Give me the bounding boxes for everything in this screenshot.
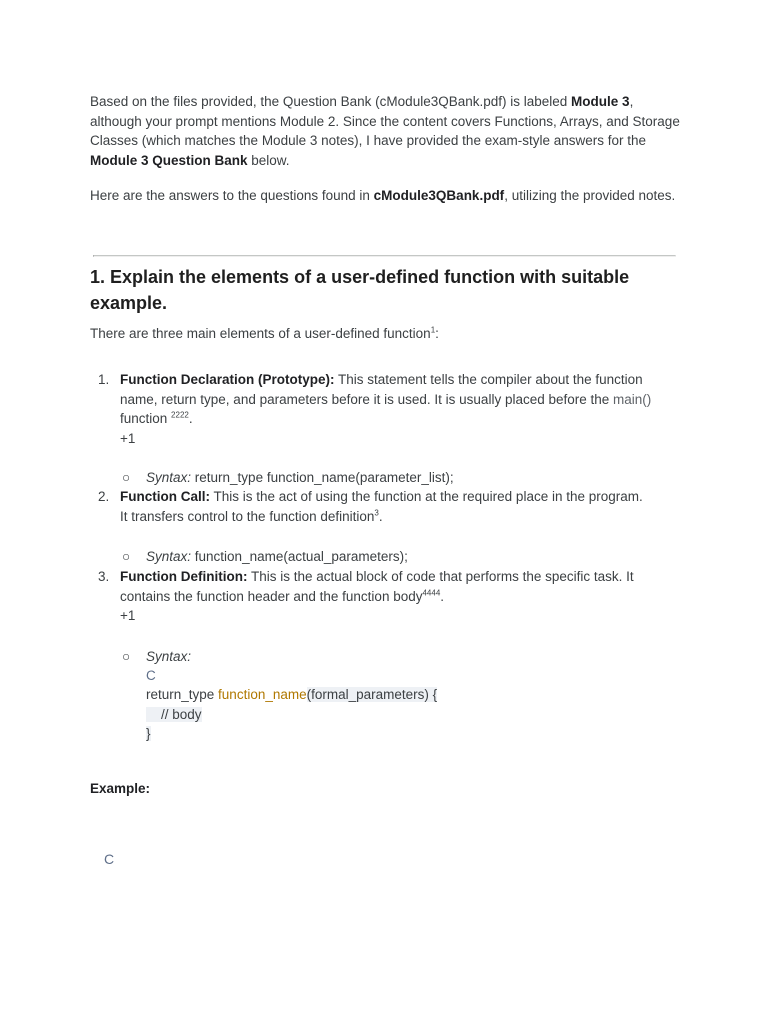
- intro-paragraph: Based on the files provided, the Question Bank (cModule3QBank.pdf) is labeled Module 3, although your prompt mentions Module 2. Since the content covers Functions, Arrays, and Storage Classes (which matches the Module 3 notes), I have provided the exam-style answers for the Module 3 Question Bank below.: [90, 94, 680, 168]
- answers-paragraph: Here are the answers to the questions found in cModule3QBank.pdf, utilizing the provided notes.: [90, 188, 676, 203]
- circle-bullet-icon: ○: [122, 649, 131, 664]
- code-line-body: // body: [146, 707, 202, 722]
- syntax-definition-label: Syntax:: [146, 649, 192, 664]
- inline-code-main: main(): [613, 391, 652, 407]
- section-divider: [93, 255, 676, 257]
- code-language-label: C: [104, 851, 115, 867]
- syntax-declaration: Syntax: return_type function_name(parameter_list);: [146, 470, 454, 485]
- elements-intro: There are three main elements of a user-defined function$^1$:: [90, 325, 439, 341]
- example-label: Example:: [90, 781, 151, 796]
- question-heading: 1. Explain the elements of a user-defined function with suitable example.: [90, 267, 630, 313]
- plus-one-marker: +1: [120, 430, 136, 446]
- syntax-call: Syntax: function_name(actual_parameters);: [146, 549, 408, 564]
- document-page: Based on the files provided, the Question Bank (cModule3QBank.pdf) is labeled Module 3, although your prompt mentions Module 2. Since the content covers Functions, Arrays, and Storage Classes (which matches the Module 3 notes), I have provided the exam-style answers for the Module 3 Question Bank below. Here are the answers to the questions found in cModule3QBank.pdf, utilizing the provided notes. 1. Explain the elements of a user-defined function with suitable example. There are three main elements of a user-defined function$^1$: 1. Function Declaration (Prototype): This statement tells the compiler about the function name, return type, and parameters before it is used. It is usually placed before the main() function $^{2222}$. +1 ○ Syntax: return_type function_name(parameter_list); 2. Function Call: This is the act of using the function at the required place in the program. It transfers control to the function definition$^3$. ○ Syntax: function_name(actual_parameters); 3. Function Definition: This is the actual block of code that performs the specific task. It contains the function header and the function body$^{4444}$. +1 ○ Syntax: C return_type function_name(formal_parameters) { // body } Example: C: [0, 0, 768, 1024]
- circle-bullet-icon: ○: [122, 549, 131, 564]
- code-language-label: C: [146, 668, 156, 683]
- code-line-close: }: [146, 726, 151, 741]
- plus-one-marker: +1: [120, 608, 136, 623]
- code-line-header: return_type function_name(formal_parameters) {: [146, 687, 438, 702]
- circle-bullet-icon: ○: [122, 470, 131, 485]
